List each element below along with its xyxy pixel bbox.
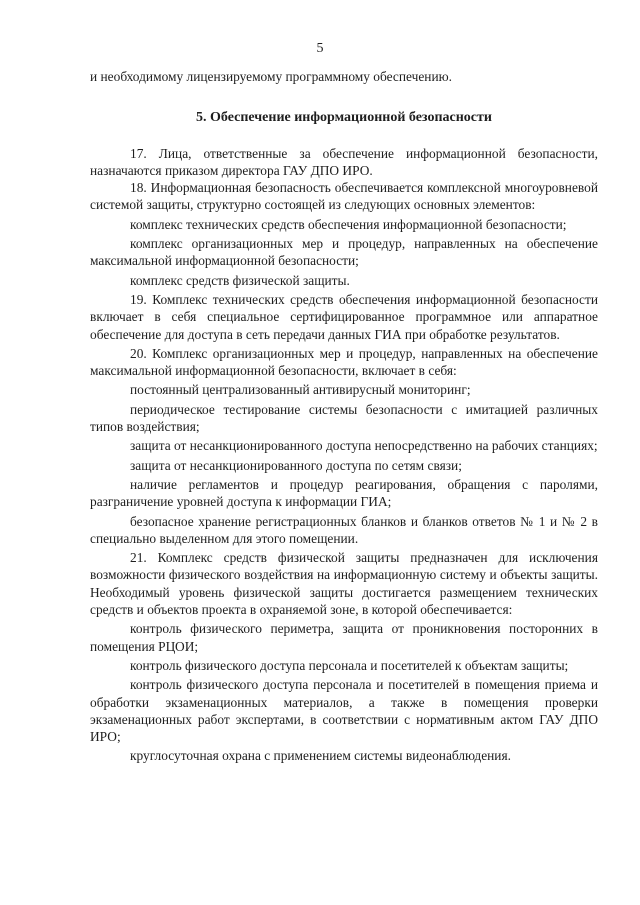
continuation-line: и необходимому лицензируемому программному обеспечению. bbox=[90, 69, 452, 84]
section-title: 5. Обеспечение информационной безопасности bbox=[196, 110, 492, 126]
list-item: контроль физического доступа персонала и посетителей в помещения приема и обработки экзаменационных материалов, а также в помещения проверки экзаменационных работ экспертами, в соответствии с нормативным актом ГАУ ДПО ИРО; bbox=[90, 677, 598, 745]
list-item: круглосуточная охрана с применением системы видеонаблюдения. bbox=[130, 748, 511, 764]
list-item: постоянный централизованный антивирусный мониторинг; bbox=[130, 382, 471, 398]
paragraph-20: 20. Комплекс организационных мер и процедур, направленных на обеспечение максимальной информационной безопасности, включает в себя: bbox=[90, 345, 598, 379]
list-item: наличие регламентов и процедур реагирования, обращения с паролями, разграничение уровней доступа к информации ГИА; bbox=[90, 476, 598, 510]
list-item: безопасное хранение регистрационных бланков и бланков ответов № 1 и № 2 в специально выделенном для этого помещении. bbox=[90, 513, 598, 546]
list-item: контроль физического периметра, защита от проникновения посторонних в помещения РЦОИ; bbox=[90, 621, 598, 654]
list-item: защита от несанкционированного доступа непосредственно на рабочих станциях; bbox=[130, 438, 598, 454]
document-body bbox=[90, 68, 598, 765]
paragraph-19: 19. Комплекс технических средств обеспечения информационной безопасности включает в себя специальное сертифицированное программное или аппаратное обеспечение для доступа в сеть передачи данных ГИА при обработке результатов. bbox=[90, 291, 598, 342]
list-item: защита от несанкционированного доступа по сетям связи; bbox=[130, 457, 462, 473]
paragraph-21: 21. Комплекс средств физической защиты предназначен для исключения возможности физического воздействия на информационную систему и объекты защиты. Необходимый уровень физической защиты достигается размещением технических средств и объектов проекта в охраняемой зоне, в которой обеспечивается: bbox=[90, 550, 598, 618]
list-item: комплекс технических средств обеспечения информационной безопасности; bbox=[130, 216, 567, 232]
paragraph-17: 17. Лица, ответственные за обеспечение информационной безопасности, назначаются приказом директора ГАУ ДПО ИРО. bbox=[90, 145, 598, 178]
list-item: комплекс организационных мер и процедур, направленных на обеспечение максимальной информационной безопасности; bbox=[90, 236, 598, 269]
list-item: периодическое тестирование системы безопасности с имитацией различных типов воздействия; bbox=[90, 401, 598, 435]
list-item: комплекс средств физической защиты. bbox=[130, 272, 350, 288]
page-number: 5 bbox=[316, 41, 324, 56]
list-item: контроль физического доступа персонала и посетителей к объектам защиты; bbox=[130, 657, 569, 673]
paragraph-18: 18. Информационная безопасность обеспечивается комплексной многоуровневой системой защиты, структурно состоящей из следующих основных элементов: bbox=[90, 180, 598, 213]
